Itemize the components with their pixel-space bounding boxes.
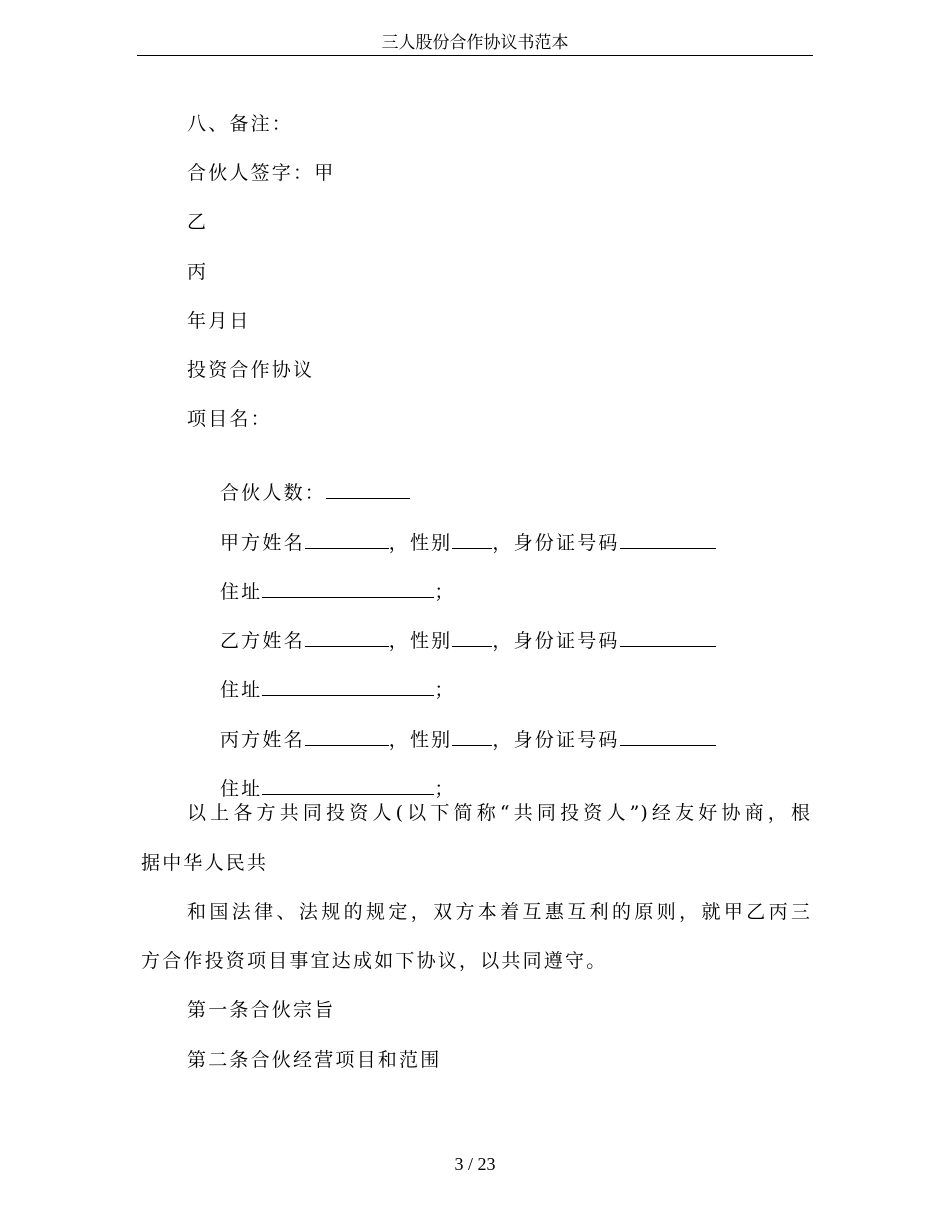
party-c-name-label: 丙方姓名 bbox=[219, 729, 305, 751]
party-a-gender-blank bbox=[452, 530, 492, 549]
party-c-gender-label: ，性别 bbox=[388, 729, 453, 751]
running-header: 三人股份合作协议书范本 bbox=[381, 33, 569, 53]
project-name-line: 项目名： bbox=[187, 408, 272, 430]
party-a-name-label: 甲方姓名 bbox=[219, 532, 305, 554]
party-a-name-blank bbox=[305, 530, 389, 549]
party-c-address-label: 住址 bbox=[219, 778, 263, 800]
party-c-id-blank bbox=[620, 727, 716, 746]
law-paragraph-line-1: 和国法律、法规的规定，双方本着互惠互利的原则，就甲乙丙三 bbox=[187, 901, 811, 923]
party-c-gender-blank bbox=[452, 727, 492, 746]
party-a-address-label: 住址 bbox=[219, 581, 263, 603]
agreement-title: 投资合作协议 bbox=[187, 359, 315, 381]
party-a-id-blank bbox=[620, 530, 716, 549]
partner-count-label: 合伙人数： bbox=[219, 482, 326, 504]
party-a-id-label: ，身份证号码 bbox=[492, 532, 620, 554]
party-b-name-blank bbox=[305, 628, 389, 647]
party-b-name-label: 乙方姓名 bbox=[219, 630, 305, 652]
remarks-heading: 八、备注： bbox=[187, 113, 294, 135]
law-paragraph-line-2: 方合作投资项目事宜达成如下协议，以共同遵守。 bbox=[141, 950, 608, 972]
signature-party-b: 乙 bbox=[187, 211, 209, 233]
party-b-gender-blank bbox=[452, 628, 492, 647]
partner-count-blank bbox=[326, 480, 410, 499]
party-a-gender-label: ，性别 bbox=[388, 532, 453, 554]
page-number: 3 / 23 bbox=[454, 1154, 496, 1174]
partner-signature-line: 合伙人签字：甲 bbox=[187, 162, 336, 184]
signature-party-c: 丙 bbox=[187, 261, 209, 283]
party-a-address-blank bbox=[262, 579, 434, 598]
party-a-address-end: ； bbox=[434, 581, 456, 603]
party-b-gender-label: ，性别 bbox=[388, 630, 453, 652]
intro-paragraph-line-1: 以上各方共同投资人(以下简称“共同投资人”)经友好协商，根 bbox=[187, 802, 811, 824]
signature-date: 年月日 bbox=[187, 310, 251, 332]
party-c-address-end: ； bbox=[434, 778, 456, 800]
party-c-address-blank bbox=[262, 776, 434, 795]
party-b-id-label: ，身份证号码 bbox=[492, 630, 620, 652]
party-b-address-blank bbox=[262, 677, 434, 696]
party-b-address-label: 住址 bbox=[219, 679, 263, 701]
article-2-heading: 第二条合伙经营项目和范围 bbox=[187, 1049, 442, 1071]
party-c-name-blank bbox=[305, 727, 389, 746]
party-b-id-blank bbox=[620, 628, 716, 647]
party-b-address-end: ； bbox=[434, 679, 456, 701]
party-c-id-label: ，身份证号码 bbox=[492, 729, 620, 751]
article-1-heading: 第一条合伙宗旨 bbox=[187, 999, 336, 1021]
header-rule bbox=[137, 55, 813, 56]
intro-paragraph-line-2: 据中华人民共 bbox=[141, 852, 269, 874]
